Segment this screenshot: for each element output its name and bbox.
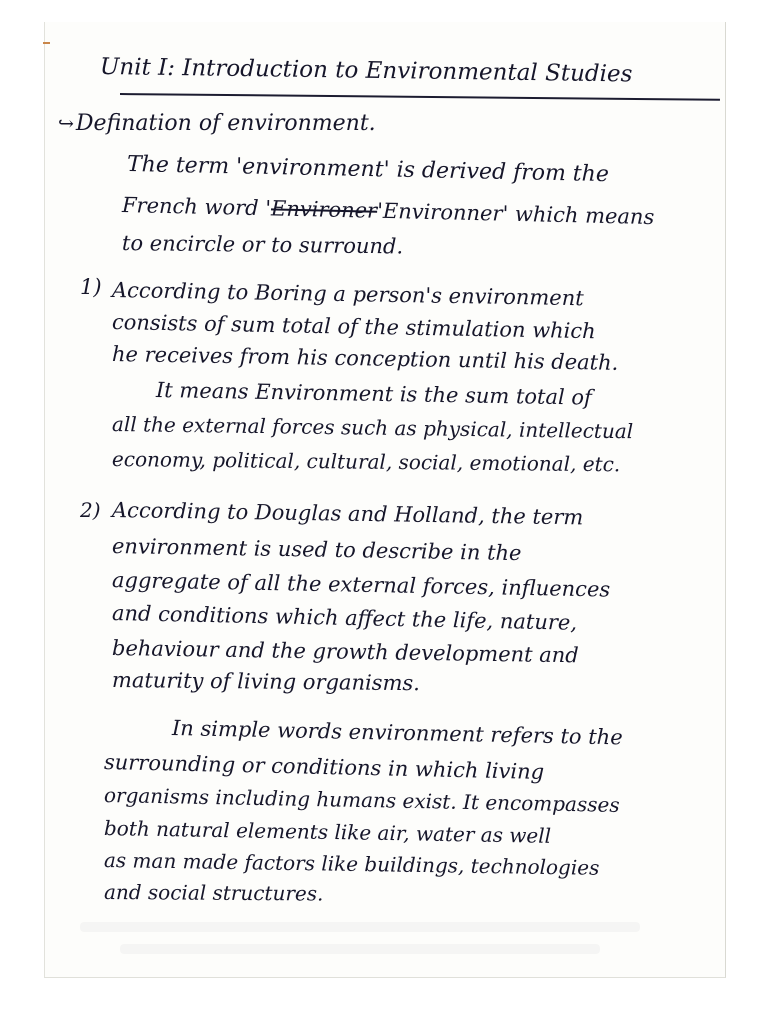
point-2-line-3: aggregate of all the external forces, influences	[111, 568, 611, 602]
summary-line-3: organisms including humans exist. It encompasses	[103, 783, 620, 817]
section-heading: Defination of environment.	[75, 111, 376, 136]
hooked-arrow-icon: ↪	[58, 113, 74, 135]
intro-line-2-end: 'Environner' which means	[376, 198, 655, 230]
point-2-number: 2)	[80, 498, 101, 522]
summary-line-6: and social structures.	[103, 880, 324, 906]
point-1-line-5: all the external forces such as physical, intellectual	[111, 412, 634, 444]
point-1-line-1: According to Boring a person's environment	[111, 278, 584, 311]
point-1-line-2: consists of sum total of the stimulation which	[111, 310, 596, 344]
intro-line-2-start: French word '	[121, 193, 272, 221]
point-2-line-5: behaviour and the growth development and	[111, 636, 579, 668]
point-1-line-6: economy, political, cultural, social, emotional, etc.	[111, 447, 621, 477]
summary-line-2: surrounding or conditions in which living	[103, 750, 545, 784]
bleed-through-mark	[120, 944, 600, 954]
corner-mark	[43, 42, 50, 44]
summary-line-5: as man made factors like buildings, technologies	[103, 848, 600, 880]
heading-row	[58, 113, 376, 135]
intro-line-1: The term 'environment' is derived from the	[126, 152, 610, 188]
point-2-line-1: According to Douglas and Holland, the term	[111, 498, 584, 530]
point-1-line-4: It means Environment is the sum total of	[155, 378, 592, 410]
summary-line-4: both natural elements like air, water as well	[103, 816, 552, 848]
point-1-number: 1)	[80, 275, 102, 299]
page-title: Unit I: Introduction to Environmental Studies	[99, 54, 633, 88]
summary-line-1: In simple words environment refers to the	[171, 716, 623, 750]
point-1-line-3: he receives from his conception until his death.	[111, 342, 619, 375]
struck-word: Environer	[270, 196, 378, 223]
intro-line-3: to encircle or to surround.	[121, 231, 404, 259]
point-2-line-4: and conditions which affect the life, nature,	[111, 601, 578, 635]
bleed-through-mark	[80, 922, 640, 932]
point-2-line-6: maturity of living organisms.	[111, 668, 421, 696]
point-2-line-2: environment is used to describe in the	[111, 534, 522, 566]
